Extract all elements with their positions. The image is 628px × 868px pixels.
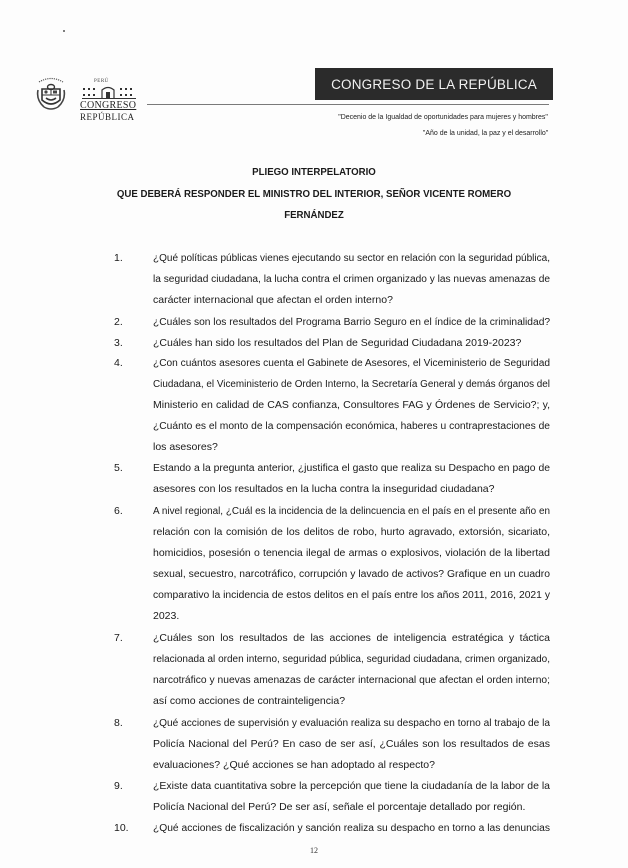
question-text-line: carácter internacional que afectan el orden interno?: [153, 294, 393, 306]
question-text-line: ¿Cuáles son los resultados de las acciones de inteligencia estratégica y táctica: [153, 632, 550, 644]
header-banner: CONGRESO DE LA REPÚBLICA: [315, 68, 553, 100]
page-number: 12: [310, 846, 318, 855]
question-text-line: ¿Existe data cuantitativa sobre la percepción que tiene la ciudadanía de la labor de la: [153, 781, 550, 792]
question-number: 9.: [114, 780, 123, 792]
document-title: PLIEGO INTERPELATORIO: [252, 167, 376, 178]
question-number: 10.: [114, 822, 129, 834]
question-number: 1.: [114, 252, 123, 264]
document-subtitle-line-2: FERNÁNDEZ: [284, 210, 344, 221]
question-number: 4.: [114, 357, 123, 369]
question-text-line: evaluaciones? ¿Qué acciones se han adoptado al respecto?: [153, 759, 435, 771]
question-text-line: comparativo la incidencia de estos delitos en el país entre los años 2011, 2016, 2021 y: [153, 590, 550, 601]
question-number: 8.: [114, 717, 123, 729]
year-motto: "Año de la unidad, la paz y el desarrollo": [422, 128, 548, 137]
question-text-line: ¿Cuáles han sido los resultados del Plan de Seguridad Ciudadana 2019-2023?: [153, 337, 522, 349]
question-text-line: ¿Qué políticas públicas vienes ejecutando su sector en relación con la seguridad pública,: [153, 253, 550, 264]
question-text-line: así como acciones de contrainteligencia?: [153, 695, 346, 707]
question-text-line: relación con la comisión de los delitos de robo, hurto agravado, extorsión, sicariato,: [153, 526, 550, 538]
question-text-line: sexual, secuestro, narcotráfico, corrupción y lavado de activos? Grafique en un cuadro: [153, 569, 550, 580]
congress-building-icon: [82, 85, 136, 99]
question-text-line: relacionada al orden interno, seguridad pública, seguridad ciudadana, crimen organizado,: [153, 654, 550, 665]
peru-coat-of-arms-icon: [36, 76, 66, 112]
question-text-line: 2023.: [153, 610, 180, 622]
question-number: 3.: [114, 337, 123, 349]
question-number: 7.: [114, 632, 123, 644]
logo-peru-mark: PERÚ: [94, 79, 109, 84]
decade-motto: "Decenio de la Igualdad de oportunidades para mujeres y hombres": [338, 112, 548, 121]
question-text-line: Ciudadana, el Viceministerio de Orden Interno, la Secretaría General y demás órganos del: [153, 379, 550, 390]
scan-speck: [63, 30, 65, 32]
question-text-line: A nivel regional, ¿Cuál es la incidencia de la delincuencia en el país en el presente año en: [153, 506, 550, 517]
logo-word-republica: REPÚBLICA: [80, 112, 135, 122]
question-text-line: Policía Nacional del Perú? De ser así, señale el porcentaje detallado por región.: [153, 801, 526, 813]
question-text-line: ¿Cuáles son los resultados del Programa Barrio Seguro en el índice de la criminalidad?: [153, 317, 551, 328]
question-number: 6.: [114, 505, 123, 517]
question-number: 2.: [114, 316, 123, 328]
question-text-line: Estando a la pregunta anterior, ¿justifica el gasto que realiza su Despacho en pago de: [153, 463, 550, 474]
question-text-line: homicidios, posesión o tenencia ilegal de armas o explosivos, violación de la libertad: [153, 547, 550, 559]
question-text-line: los asesores?: [153, 441, 218, 453]
question-text-line: ¿Qué acciones de supervisión y evaluación realiza su despacho en torno al trabajo de la: [153, 718, 550, 729]
question-number: 5.: [114, 462, 123, 474]
question-text-line: narcotráfico y nuevas amenazas de carácter internacional que afectan el orden interno;: [153, 675, 550, 686]
question-text-line: Ministerio en calidad de CAS confianza, Consultores FAG y Órdenes de Servicio?; y,: [153, 399, 550, 411]
question-text-line: Policía Nacional del Perú? En caso de ser así, ¿Cuáles son los resultados de esas: [153, 738, 550, 750]
question-text-line: la seguridad ciudadana, la lucha contra el crimen organizado y las nuevas amenazas de: [153, 274, 550, 285]
logo-word-congreso: CONGRESO: [80, 100, 137, 111]
document-subtitle-line-1: QUE DEBERÁ RESPONDER EL MINISTRO DEL INTERIOR, SEÑOR VICENTE ROMERO: [116, 189, 512, 200]
question-text-line: ¿Con cuántos asesores cuenta el Gabinete de Asesores, el Viceministerio de Seguridad: [153, 358, 550, 369]
question-text-line: asesores con los resultados en la lucha contra la inseguridad ciudadana?: [153, 483, 495, 495]
congreso-logo: [80, 79, 138, 121]
header-divider: [147, 104, 549, 105]
question-text-line: ¿Cuánto es el monto de la compensación económica, haberes u contraprestaciones de: [153, 421, 550, 432]
question-text-line: ¿Qué acciones de fiscalización y sanción realiza su despacho en torno a las denuncias: [153, 823, 550, 834]
